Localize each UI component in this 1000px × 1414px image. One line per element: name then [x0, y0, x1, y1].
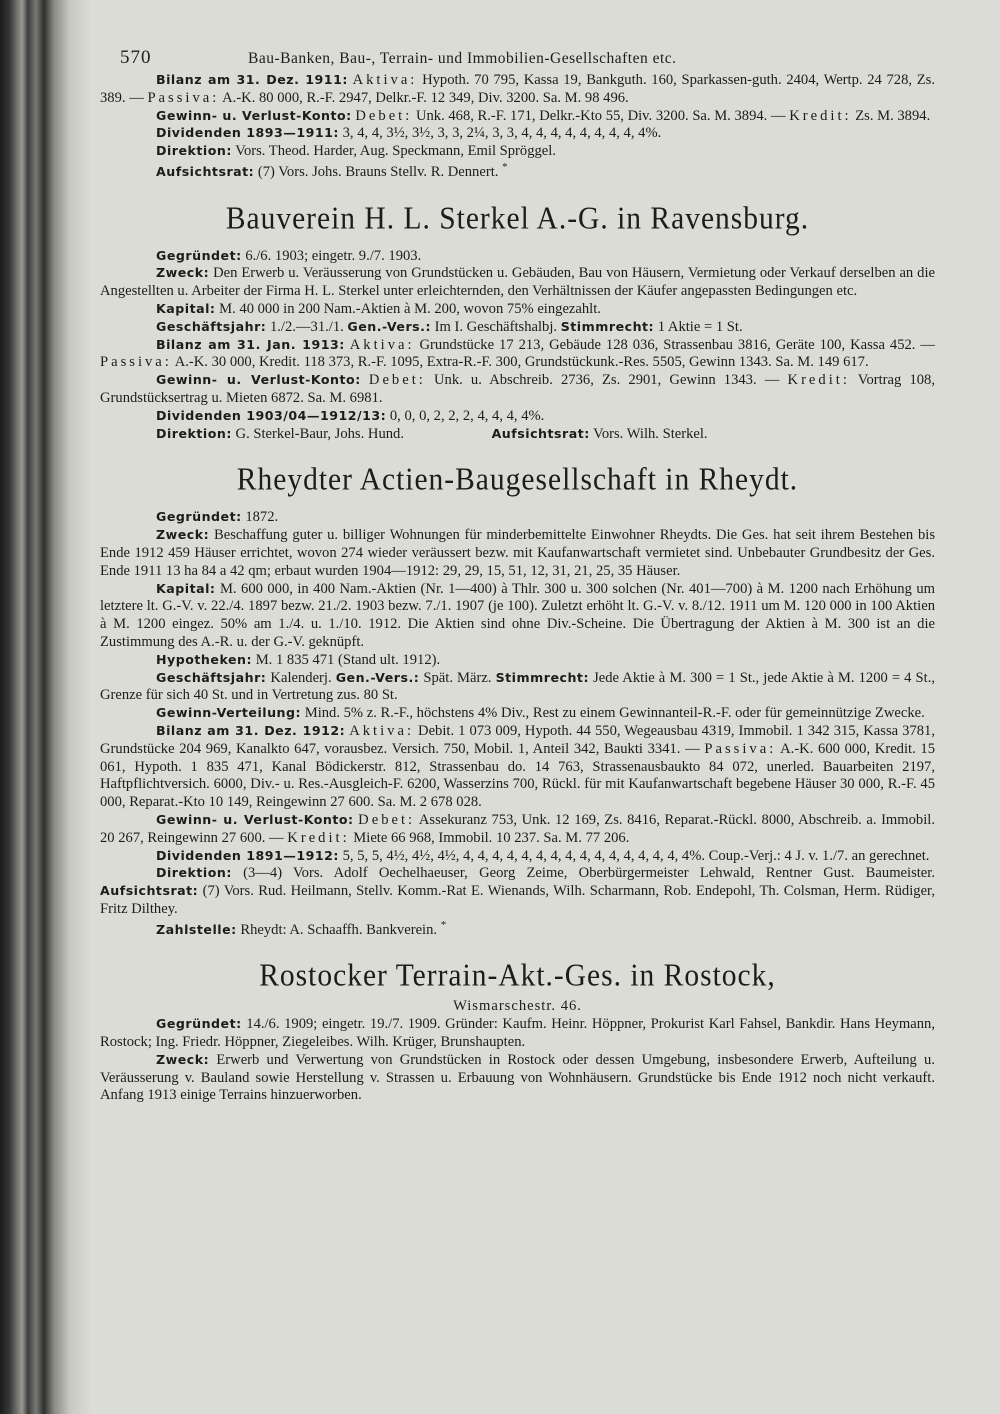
book-binding-shadow	[0, 0, 92, 1414]
direktion-paragraph	[100, 865, 935, 918]
company-heading-rostock: Rostocker Terrain-Akt.-Ges. in Rostock,	[259, 959, 776, 994]
debet-label: Debet:	[355, 107, 413, 124]
geschaeftsjahr-text: 1./2.—31./1.	[269, 318, 344, 335]
kapital-text: M. 40 000 in 200 Nam.-Aktien à M. 200, wovon 75% eingezahlt.	[219, 301, 601, 318]
page-number: 570	[120, 47, 152, 68]
aufsichtsrat-text: Vors. Wilh. Sterkel.	[593, 425, 708, 442]
stimmrecht-text: Jede Aktie à M. 300 = 1 St., jede Aktie à M. 1200 = 4 St., Grenze für sich 40 St. und in Vertretung zus. 80 St.	[100, 669, 936, 704]
passiva-label: Passiva:	[100, 354, 172, 371]
gegruendet-label: Gegründet:	[156, 509, 242, 525]
zweck-text: Den Erwerb u. Veräusserung von Grundstücken u. Gebäuden, Bau von Häusern, Vermietung oder Verkauf derselben an die Angestellten u. Arbeiter der Firma H. L. Sterkel unter erleichternden, den Verhältnissen der Käufer angepassten Bedingungen etc.	[100, 265, 935, 300]
aufsichtsrat-label: Aufsichtsrat:	[491, 425, 590, 441]
debet-text: Unk. 468, R.-F. 171, Delkr.-Kto 55, Div. 3200. Sa. M. 3894. —	[415, 107, 786, 124]
kredit-text: Zs. M. 3894.	[855, 107, 931, 124]
kapital-label: Kapital:	[156, 301, 216, 317]
zahlstelle-label: Zahlstelle:	[156, 921, 237, 937]
kredit-label: Kredit:	[789, 107, 852, 124]
gegruendet-label: Gegründet:	[156, 247, 242, 263]
bilanz-label: Bilanz am 31. Dez. 1911:	[156, 72, 348, 87]
gewinn-paragraph	[100, 812, 935, 848]
geschaeftsjahr-text: Kalenderj.	[270, 669, 332, 686]
direktion-text: (3—4) Vors. Adolf Oechelhaeuser, Georg Zeime, Oberbürgermeister Lehwald, Rentner Gust. Baumeister.	[243, 865, 935, 882]
gewinn-label: Gewinn- u. Verlust-Konto:	[156, 811, 354, 827]
hypotheken-paragraph	[100, 652, 935, 670]
kapital-label: Kapital:	[156, 580, 216, 596]
running-head	[100, 30, 935, 72]
geschaeftsjahr-paragraph	[100, 670, 935, 706]
zweck-label: Zweck:	[156, 527, 210, 543]
gewinnverteilung-text: Mind. 5% z. R.-F., höchstens 4% Div., Rest zu einem Gewinnanteil-R.-F. oder für gemeinnützige Zwecke.	[304, 705, 925, 722]
dividenden-paragraph	[100, 408, 935, 426]
gewinnverteilung-label: Gewinn-Verteilung:	[156, 705, 302, 721]
genvers-text: Spät. März.	[423, 669, 492, 686]
gewinn-paragraph	[100, 108, 935, 126]
gegruendet-text: 6./6. 1903; eingetr. 9./7. 1903.	[245, 247, 422, 264]
entry-previous-continuation	[100, 72, 935, 182]
gegruendet-paragraph	[100, 248, 935, 266]
aufsichtsrat-label: Aufsichtsrat:	[100, 883, 199, 899]
aktiva-label: Aktiva:	[349, 336, 415, 353]
company-heading-sterkel: Bauverein H. L. Sterkel A.-G. in Ravensburg.	[225, 201, 810, 236]
aktiva-text: Grundstücke 17 213, Gebäude 128 036, Strassenbau 3816, Geräte 100, Kassa 452. —	[419, 336, 935, 353]
end-star: *	[440, 918, 447, 931]
geschaeftsjahr-label: Geschäftsjahr:	[156, 318, 267, 334]
gegruendet-paragraph	[100, 1016, 935, 1052]
direktion-paragraph	[100, 143, 935, 161]
direktion-text: G. Sterkel-Baur, Johs. Hund.	[235, 425, 404, 442]
passiva-text: A.-K. 600 000, Kredit. 15 061, Hypoth. 1 835 471, Kanal Bödickerstr. 812, Strassenbau do. 14 763, Strassenausbaukto 84 072, unerled. Bauarbeiten 2197, Haftpflichtversich. 6000, Div.- u. Res.-Ausgleich-F. 6200, Wasserzins 700, Rückl. für mit Kaufanwartschaft begebene Häuser 30 000, R.-F. 45 000, Reparat.-Kto 10 149, Reingewinn 27 600. Sa. M. 2 678 028.	[100, 740, 935, 811]
genvers-label: Gen.-Vers.:	[347, 318, 431, 334]
debet-label: Debet:	[368, 372, 426, 389]
dividenden-text: 0, 0, 0, 2, 2, 2, 4, 4, 4, 4%.	[389, 407, 545, 424]
gewinnverteilung-paragraph	[100, 705, 935, 723]
bilanz-paragraph	[100, 723, 935, 812]
passiva-text: A.-K. 30 000, Kredit. 118 373, R.-F. 1095, Extra-R.-F. 300, Grundstückunk.-Res. 5505, Gewinn 1343. Sa. M. 149 617.	[174, 354, 869, 371]
gewinn-label: Gewinn- u. Verlust-Konto:	[156, 372, 361, 388]
aktiva-text: Hypoth. 70 795, Kassa 19, Bankguth. 160, Sparkassen-guth. 2404, Wertp. 24 728, Zs. 389. —	[100, 72, 935, 106]
bilanz-label: Bilanz am 31. Jan. 1913:	[156, 336, 345, 352]
aufsichtsrat-text: (7) Vors. Rud. Heilmann, Stellv. Komm.-Rat E. Wienands, Wilh. Scharmann, Rob. Endepohl, Th. Colsman, Herm. Rüdiger, Fritz Dilthey.	[100, 883, 935, 917]
zahlstelle-paragraph	[100, 919, 935, 940]
kredit-label: Kredit:	[787, 372, 850, 389]
zweck-paragraph	[100, 265, 935, 301]
kredit-text: Miete 66 968, Immobil. 10 237. Sa. M. 77 206.	[353, 829, 630, 846]
hypotheken-text: M. 1 835 471 (Stand ult. 1912).	[255, 651, 441, 668]
zweck-label: Zweck:	[156, 265, 210, 281]
gegruendet-paragraph	[100, 509, 935, 527]
passiva-text: A.-K. 80 000, R.-F. 2947, Delkr.-F. 12 349, Div. 3200. Sa. M. 98 496.	[222, 89, 629, 106]
aktiva-text: Debit. 1 073 009, Hypoth. 44 550, Wegeausbau 4319, Immobil. 1 342 315, Kassa 3781, Grundstücke 204 969, Kanalkto 647, vorausbez. Versich. 750, Mobil. 1, Anteil 342, Baukti 3341. —	[100, 722, 935, 757]
direktion-paragraph	[100, 426, 935, 444]
debet-text: Assekuranz 753, Unk. 12 169, Zs. 8416, Reparat.-Rückl. 8000, Abschreib. a. Immobil. 20 267, Reingewinn 27 600. —	[100, 811, 935, 846]
company-address: Wismarschestr. 46.	[453, 998, 582, 1015]
aufsichtsrat-paragraph	[100, 161, 935, 182]
dividenden-paragraph	[100, 125, 935, 143]
direktion-label: Direktion:	[156, 425, 232, 441]
bilanz-paragraph	[100, 72, 935, 108]
bilanz-label: Bilanz am 31. Dez. 1912:	[156, 722, 346, 738]
direktion-label: Direktion:	[156, 865, 232, 881]
kapital-paragraph	[100, 301, 935, 319]
company-heading-rheydt: Rheydter Actien-Baugesellschaft in Rheydt.	[236, 463, 799, 498]
passiva-label: Passiva:	[147, 89, 220, 106]
running-title: Bau-Banken, Bau-, Terrain- und Immobilien-Gesellschaften etc.	[248, 50, 677, 67]
dividenden-paragraph	[100, 848, 935, 866]
aktiva-label: Aktiva:	[349, 722, 414, 739]
zweck-text: Beschaffung guter u. billiger Wohnungen für minderbemittelte Einwohner Rheydts. Die Ges. hat seit ihrem Bestehen bis Ende 1912 459 Häuser errichtet, wovon 274 wieder veräussert bezw. mit Kaufanwartschaft vermietet sind. Unbebauter Grundbesitz der Ges. Ende 1911 13 ha 84 a 42 qm; erbaut wurden 1904—1912: 29, 29, 15, 51, 12, 31, 21, 25, 35 Häuser.	[100, 527, 935, 579]
dividenden-label: Dividenden 1891—1912:	[156, 847, 339, 863]
gegruendet-text: 14./6. 1909; eingetr. 19./7. 1909. Gründer: Kaufm. Heinr. Höppner, Prokurist Karl Fahsel, Bankdir. Hans Heymann, Rostock; Ing. Friedr. Höppner, Ziegeleibes. Wilh. Krüger, Brunshaupten.	[100, 1016, 935, 1050]
entry-rostock	[100, 1016, 935, 1105]
bilanz-paragraph	[100, 337, 935, 373]
zweck-text: Erwerb und Verwertung von Grundstücken in Rostock oder dessen Umgebung, insbesondere Erwerb, Aufteilung u. Veräusserung v. Bauland sowie Herstellung v. Strassen u. Erbauung von Wohnhäusern. Grundstücke bis Ende 1912 noch nicht verkauft. Anfang 1913 einige Terrains hinzuerworben.	[100, 1051, 935, 1104]
genvers-label: Gen.-Vers.:	[335, 669, 420, 685]
entry-rheydt	[100, 509, 935, 939]
kapital-text: M. 600 000, in 400 Nam.-Aktien (Nr. 1—400) à Thlr. 300 u. 300 solchen (Nr. 401—700) à M. 1200 nach Erhöhung um letztere lt. G.-V. v. 22./4. 1897 bezw. 21./2. 1903 bezw. 7./1. 1907 (je 100). Zuletzt erhöht lt. G.-V. v. 8./12. 1911 um M. 120 000 in 100 Aktien à M. 1200 eingez. 50% am 1./4. u. 1./10. 1912. Die Aktien sind ohne Div.-Scheine. Die Übertragung der Aktien à M. 300 ist an die Zustimmung des A.-R. u. der G.-V. geknüpft.	[100, 580, 935, 650]
entry-sterkel	[100, 248, 935, 444]
kapital-paragraph	[100, 581, 935, 652]
gewinn-paragraph	[100, 372, 935, 408]
dividenden-text: 5, 5, 5, 4½, 4½, 4½, 4, 4, 4, 4, 4, 4, 4, 4, 4, 4, 4, 4, 4, 4, 4, 4%. Coup.-Verj.: 4 J. v. 1./7. an gerechnet.	[342, 847, 930, 864]
direktion-label: Direktion:	[156, 143, 232, 159]
hypotheken-label: Hypotheken:	[156, 651, 253, 667]
stimmrecht-text: 1 Aktie = 1 St.	[657, 318, 743, 335]
debet-text: Unk. u. Abschreib. 2736, Zs. 2901, Gewinn 1343. —	[433, 372, 780, 389]
stimmrecht-label: Stimmrecht:	[495, 669, 589, 685]
end-star: *	[502, 160, 508, 173]
gewinn-label: Gewinn- u. Verlust-Konto:	[156, 107, 352, 123]
aufsichtsrat-text: (7) Vors. Johs. Brauns Stellv. R. Dennert.	[257, 163, 499, 180]
aufsichtsrat-label: Aufsichtsrat:	[156, 163, 255, 179]
book-page	[100, 30, 935, 1105]
zahlstelle-text: Rheydt: A. Schaaffh. Bankverein.	[240, 921, 438, 938]
zweck-label: Zweck:	[156, 1051, 210, 1067]
direktion-text: Vors. Theod. Harder, Aug. Speckmann, Emil Spröggel.	[235, 143, 556, 160]
passiva-label: Passiva:	[704, 740, 777, 757]
geschaeftsjahr-label: Geschäftsjahr:	[156, 669, 267, 685]
geschaeftsjahr-paragraph	[100, 319, 935, 337]
genvers-text: Im I. Geschäftshalbj.	[434, 318, 558, 335]
kredit-label: Kredit:	[287, 829, 350, 846]
dividenden-label: Dividenden 1893—1911:	[156, 125, 339, 141]
dividenden-label: Dividenden 1903/04—1912/13:	[156, 407, 387, 423]
zweck-paragraph	[100, 1052, 935, 1105]
stimmrecht-label: Stimmrecht:	[560, 318, 655, 334]
kredit-text: Vortrag 108, Grundstücksertrag u. Mieten 6872. Sa. M. 6981.	[100, 372, 935, 406]
debet-label: Debet:	[358, 811, 416, 828]
aktiva-label: Aktiva:	[352, 72, 418, 88]
gegruendet-text: 1872.	[245, 509, 279, 526]
dividenden-text: 3, 4, 4, 3½, 3½, 3, 3, 2¼, 3, 3, 4, 4, 4, 4, 4, 4, 4, 4, 4%.	[342, 125, 662, 142]
zweck-paragraph	[100, 527, 935, 580]
gegruendet-label: Gegründet:	[156, 1016, 242, 1032]
